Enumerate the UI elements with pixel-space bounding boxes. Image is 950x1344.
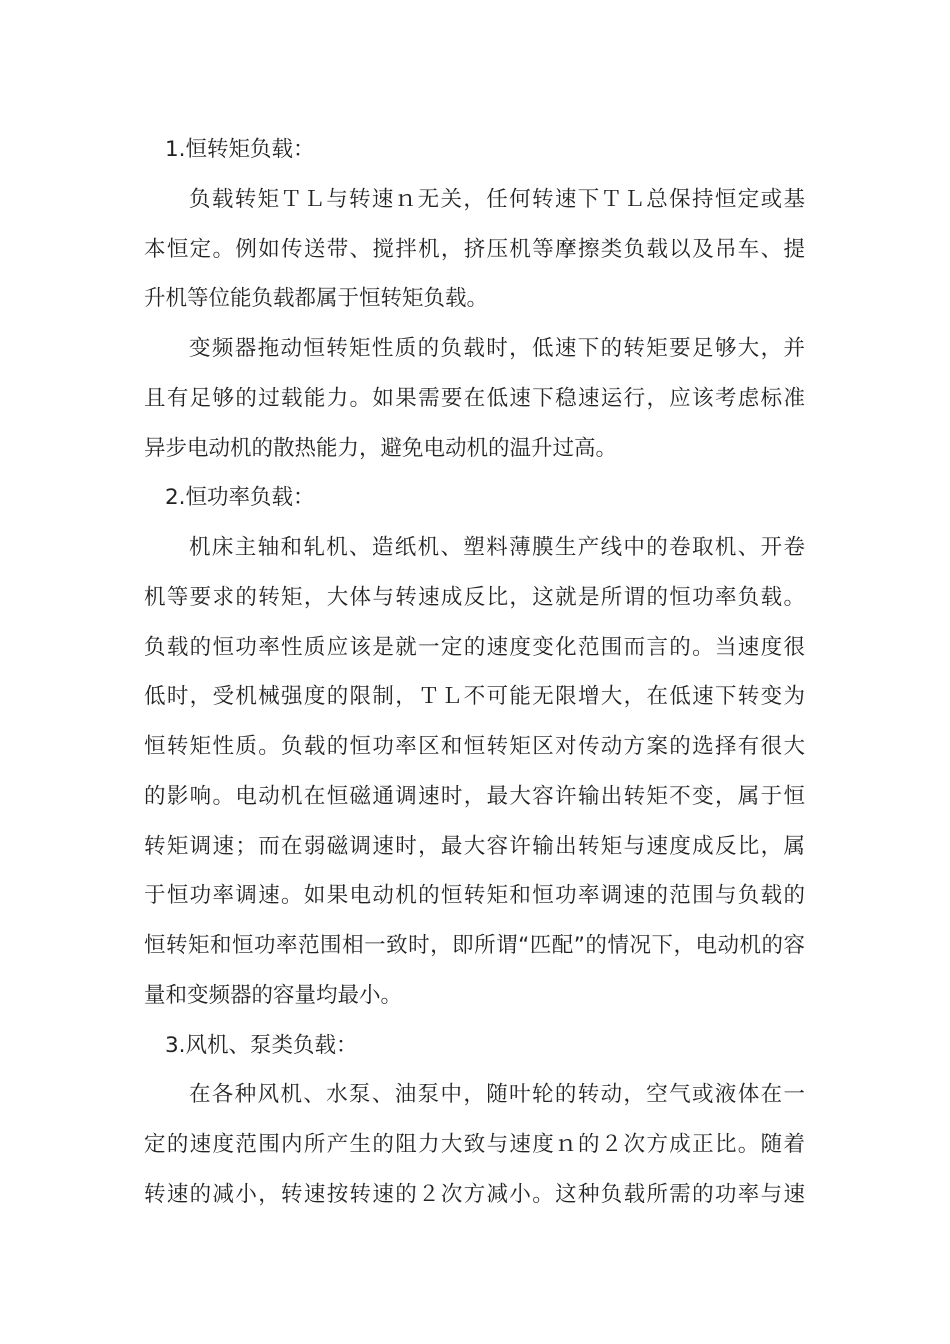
paragraph-line: 负载的恒功率性质应该是就一定的速度变化范围而言的。当速度很 [144,634,805,660]
paragraph-line: 异步电动机的散热能力，避免电动机的温升过高。 [144,435,618,461]
paragraph-line: 于恒功率调速。如果电动机的恒转矩和恒功率调速的范围与负载的 [144,883,805,909]
paragraph-line: 机等要求的转矩，大体与转速成反比，这就是所谓的恒功率负载。 [144,584,805,610]
paragraph-line: 负载转矩ＴＬ与转速ｎ无关，任何转速下ＴＬ总保持恒定或基 [189,186,805,212]
section-heading: 1.恒转矩负载： [165,137,315,162]
section-heading: 3.风机、泵类负载： [165,1032,358,1058]
paragraph-line: 在各种风机、水泵、油泵中，随叶轮的转动，空气或液体在一 [189,1082,805,1108]
paragraph-line: 升机等位能负载都属于恒转矩负载。 [144,286,489,312]
paragraph-line: 转矩调速；而在弱磁调速时，最大容许输出转矩与速度成反比，属 [144,833,805,859]
section-heading: 2.恒功率负载： [165,485,315,511]
paragraph-line: 转速的减小，转速按转速的２次方减小。这种负载所需的功率与速 [144,1181,805,1207]
paragraph-line: 量和变频器的容量均最小。 [144,982,403,1008]
paragraph-line: 且有足够的过载能力。如果需要在低速下稳速运行，应该考虑标准 [144,385,805,411]
paragraph-line: 恒转矩性质。负载的恒功率区和恒转矩区对传动方案的选择有很大 [144,734,805,759]
paragraph-line: 变频器拖动恒转矩性质的负载时，低速下的转矩要足够大，并 [189,336,805,361]
paragraph-line: 本恒定。例如传送带、搅拌机，挤压机等摩擦类负载以及吊车、提 [144,236,805,262]
paragraph-line: 定的速度范围内所产生的阻力大致与速度ｎ的２次方成正比。随着 [144,1132,805,1157]
paragraph-line: 低时，受机械强度的限制，ＴＬ不可能无限增大，在低速下转变为 [144,684,805,710]
paragraph-line: 机床主轴和轧机、造纸机、塑料薄膜生产线中的卷取机、开卷 [189,535,805,560]
paragraph-line: 的影响。电动机在恒磁通调速时，最大容许输出转矩不变，属于恒 [144,783,805,809]
paragraph-line: 恒转矩和恒功率范围相一致时，即所谓“匹配”的情况下，电动机的容 [144,933,805,958]
